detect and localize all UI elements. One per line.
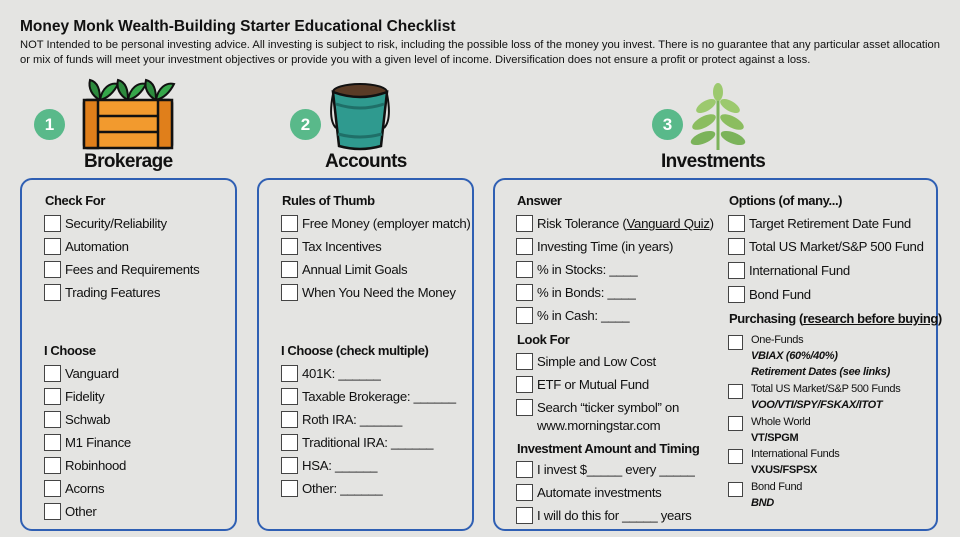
checklist-item[interactable]: Traditional IRA: ______	[281, 434, 433, 451]
fund-name: Total US Market/S&P 500 Funds	[751, 383, 901, 395]
checklist-item[interactable]: Investing Time (in years)	[516, 238, 673, 255]
checkbox[interactable]	[44, 261, 61, 278]
checklist-item[interactable]: Fees and Requirements	[44, 261, 199, 278]
crate-sprout-icon	[78, 74, 178, 150]
research-link[interactable]: research before buying	[802, 311, 938, 326]
checklist-item[interactable]: When You Need the Money	[281, 284, 456, 301]
checklist-item[interactable]: Search “ticker symbol” on	[516, 399, 679, 416]
brokerage-panel	[20, 178, 237, 531]
checkbox[interactable]	[516, 284, 533, 301]
checklist-item[interactable]: Acorns	[44, 480, 104, 497]
checklist-item[interactable]: Automate investments	[516, 484, 661, 501]
step-1-title: Brokerage	[84, 151, 173, 172]
checkbox[interactable]	[44, 457, 61, 474]
checklist-item[interactable]: Free Money (employer match)	[281, 215, 471, 232]
fund-tickers: BND	[751, 497, 774, 509]
checklist-item[interactable]: Robinhood	[44, 457, 126, 474]
checkbox[interactable]	[728, 215, 745, 232]
checkbox[interactable]	[728, 262, 745, 279]
i-choose-multiple-heading: I Choose (check multiple)	[281, 343, 429, 358]
purchasing-heading: Purchasing (research before buying)	[729, 311, 942, 326]
checkbox[interactable]	[44, 480, 61, 497]
checkbox[interactable]	[516, 307, 533, 324]
checkbox[interactable]	[728, 238, 745, 255]
checklist-item[interactable]: Bond Fund	[728, 286, 811, 303]
fund-item[interactable]	[728, 449, 747, 464]
checklist-item[interactable]: Security/Reliability	[44, 215, 167, 232]
checklist-item[interactable]: Taxable Brokerage: ______	[281, 388, 456, 405]
checkbox[interactable]	[516, 261, 533, 278]
checkbox[interactable]	[281, 238, 298, 255]
disclaimer-text: NOT Intended to be personal investing advice. All investing is subject to risk, including the possible loss of the money you invest. There is no guarantee that any particular asset allocation or mix of funds will meet your investment objectives or provide you with a given level of income. Diversification does not ensure a profit or protect against a loss.	[20, 39, 940, 66]
checklist-item[interactable]: Other	[44, 503, 96, 520]
fund-tickers: VT/SPGM	[751, 432, 799, 444]
step-3-title: Investments	[661, 151, 766, 172]
checklist-item[interactable]: Simple and Low Cost	[516, 353, 656, 370]
step-2-title: Accounts	[325, 151, 407, 172]
rules-heading: Rules of Thumb	[282, 193, 375, 208]
fund-item[interactable]	[728, 416, 747, 431]
checkbox[interactable]	[281, 411, 298, 428]
check-for-heading: Check For	[45, 193, 105, 208]
fund-extra: Retirement Dates (see links)	[751, 366, 890, 378]
checklist-item[interactable]: I invest $_____ every _____	[516, 461, 695, 478]
checkbox[interactable]	[281, 284, 298, 301]
checkbox[interactable]	[44, 411, 61, 428]
fund-tickers: VXUS/FSPSX	[751, 464, 818, 476]
checkbox[interactable]	[728, 416, 743, 431]
step-2-number: 2	[290, 109, 321, 140]
plant-icon	[690, 82, 746, 152]
checklist-item[interactable]: Target Retirement Date Fund	[728, 215, 911, 232]
fund-name: Whole World	[751, 416, 811, 428]
fund-item[interactable]	[728, 335, 747, 350]
checkbox[interactable]	[516, 507, 533, 524]
fund-item[interactable]	[728, 384, 747, 399]
checkbox[interactable]	[516, 399, 533, 416]
fund-tickers: VOO/VTI/SPY/FSKAX/ITOT	[751, 399, 883, 411]
checklist-item[interactable]: Annual Limit Goals	[281, 261, 407, 278]
checklist-item[interactable]: Total US Market/S&P 500 Fund	[728, 238, 924, 255]
checkbox[interactable]	[281, 388, 298, 405]
amount-timing-heading: Investment Amount and Timing	[517, 441, 700, 456]
answer-heading: Answer	[517, 193, 562, 208]
accounts-panel	[257, 178, 474, 531]
step-3-number: 3	[652, 109, 683, 140]
checklist-item[interactable]: % in Stocks: ____	[516, 261, 637, 278]
checklist-item[interactable]: Fidelity	[44, 388, 104, 405]
fund-name: International Funds	[751, 448, 840, 460]
checklist-item[interactable]: ETF or Mutual Fund	[516, 376, 649, 393]
checkbox[interactable]	[728, 482, 743, 497]
checkbox[interactable]	[516, 353, 533, 370]
checkbox[interactable]	[44, 238, 61, 255]
checkbox[interactable]	[516, 376, 533, 393]
checkbox[interactable]	[44, 365, 61, 382]
morningstar-url: www.morningstar.com	[537, 418, 661, 433]
checkbox[interactable]	[44, 284, 61, 301]
checklist-item[interactable]: Other: ______	[281, 480, 382, 497]
vanguard-quiz-link[interactable]: Vanguard Quiz	[626, 216, 710, 231]
checklist-item[interactable]: Schwab	[44, 411, 110, 428]
fund-item[interactable]	[728, 482, 747, 497]
checkbox[interactable]	[516, 215, 533, 232]
checkbox[interactable]	[281, 365, 298, 382]
checkbox[interactable]	[516, 461, 533, 478]
checklist-item[interactable]: Trading Features	[44, 284, 160, 301]
checkbox[interactable]	[728, 335, 743, 350]
checkbox[interactable]	[281, 215, 298, 232]
checkbox[interactable]	[728, 286, 745, 303]
checklist-item[interactable]: HSA: ______	[281, 457, 377, 474]
checklist-item[interactable]: Automation	[44, 238, 129, 255]
checkbox[interactable]	[44, 503, 61, 520]
fund-tickers: VBIAX (60%/40%)	[751, 350, 838, 362]
checkbox[interactable]	[728, 384, 743, 399]
checklist-item[interactable]: I will do this for _____ years	[516, 507, 691, 524]
checklist-item[interactable]: M1 Finance	[44, 434, 131, 451]
look-for-heading: Look For	[517, 332, 570, 347]
i-choose-heading: I Choose	[44, 343, 96, 358]
checkbox[interactable]	[44, 388, 61, 405]
investments-panel	[493, 178, 942, 531]
checkbox[interactable]	[281, 480, 298, 497]
checklist-item[interactable]: % in Bonds: ____	[516, 284, 636, 301]
checklist-item[interactable]: Roth IRA: ______	[281, 411, 402, 428]
options-heading: Options (of many...)	[729, 193, 843, 208]
checkbox[interactable]	[281, 261, 298, 278]
bucket-icon	[328, 80, 392, 152]
fund-name: One-Funds	[751, 334, 804, 346]
checkbox[interactable]	[281, 434, 298, 451]
checklist-item[interactable]: Tax Incentives	[281, 238, 381, 255]
checklist-item[interactable]: % in Cash: ____	[516, 307, 629, 324]
checklist-item[interactable]: International Fund	[728, 262, 850, 279]
checkbox[interactable]	[44, 434, 61, 451]
checkbox[interactable]	[516, 484, 533, 501]
fund-name: Bond Fund	[751, 481, 803, 493]
step-1-number: 1	[34, 109, 65, 140]
checkbox[interactable]	[281, 457, 298, 474]
checklist-item[interactable]: Risk Tolerance ( Vanguard Quiz )	[516, 215, 714, 232]
page-title: Money Monk Wealth-Building Starter Educational Checklist	[20, 18, 456, 35]
checkbox[interactable]	[44, 215, 61, 232]
checklist-item[interactable]: 401K: ______	[281, 365, 381, 382]
checklist-item[interactable]: Vanguard	[44, 365, 119, 382]
checkbox[interactable]	[516, 238, 533, 255]
checkbox[interactable]	[728, 449, 743, 464]
